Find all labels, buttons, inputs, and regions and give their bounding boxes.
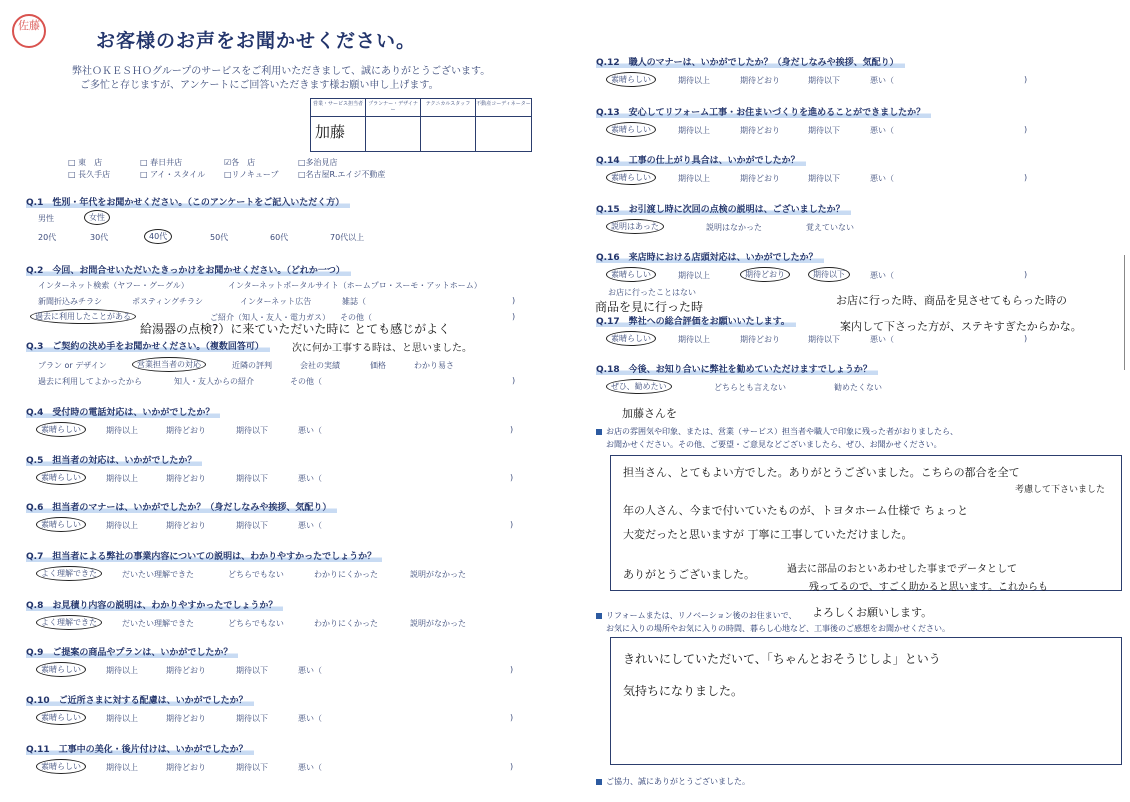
option: ) <box>510 665 514 674</box>
option[interactable]: 知人・友人からの紹介 <box>174 377 254 386</box>
handwritten-note-q16-right-2: 案内して下さった方が、ステキすぎたからかな。 <box>840 320 1082 333</box>
option[interactable]: 悪い（ <box>298 521 322 530</box>
option[interactable]: その他（ <box>290 377 322 386</box>
question-15 <box>596 202 851 215</box>
question-10 <box>26 693 254 706</box>
question-4 <box>26 405 220 418</box>
option[interactable]: 期待以上 <box>678 126 710 135</box>
staff-cell-realestate[interactable] <box>476 99 531 151</box>
option[interactable]: 期待以下 <box>236 426 268 435</box>
staff-cell-sales[interactable] <box>311 99 366 151</box>
handwritten-line: 年の人さん、今まで付いていたものが、トヨタホーム仕様で ちょっと <box>623 504 969 517</box>
option-selected[interactable]: よく理解できた <box>36 566 102 581</box>
margin-line <box>1124 255 1125 370</box>
question-text: Q.4 受付時の電話対応は、いかがでしたか？ <box>26 408 220 418</box>
option[interactable]: 悪い（ <box>298 763 322 772</box>
option[interactable]: 期待以上 <box>678 174 710 183</box>
option: ) <box>510 473 514 482</box>
staff-cell-planner[interactable] <box>366 99 421 151</box>
option[interactable]: 期待以上 <box>106 426 138 435</box>
staff-header: 営業・サービス担当者 <box>311 99 365 117</box>
option: ) <box>512 312 516 321</box>
option[interactable]: 悪い（ <box>298 474 322 483</box>
option[interactable]: プラン or デザイン <box>38 361 107 370</box>
square-bullet-icon <box>596 429 602 435</box>
option[interactable]: 期待以上 <box>106 474 138 483</box>
staff-table <box>310 98 532 152</box>
question-text: Q.12 職人のマナーは、いかがでしたか？（身だしなみや挨拶、気配り） <box>596 58 905 68</box>
question-13 <box>596 105 931 118</box>
option: ) <box>512 296 516 305</box>
option: ) <box>510 713 514 722</box>
option[interactable]: 期待どおり <box>166 426 206 435</box>
question-12 <box>596 55 905 68</box>
question-text: Q.14 工事の仕上がり具合は、いかがでしたか？ <box>596 156 806 166</box>
store-checkbox[interactable]: □多治見店 <box>298 158 338 167</box>
option[interactable]: どちらでもない <box>228 619 284 628</box>
after-prompt-2: お気に入りの場所やお気に入りの時間、暮らし心地など、工事後のご感想をお聞かせください。 <box>606 624 950 633</box>
option: ) <box>510 762 514 771</box>
square-bullet-icon <box>596 779 602 785</box>
question-14 <box>596 153 806 166</box>
option[interactable]: インターネット検索（ヤフー・グーグル） <box>38 281 189 290</box>
option[interactable]: 近隣の評判 <box>232 361 272 370</box>
question-text: Q.18 今後、お知り合いに弊社を勧めていただけますでしょうか？ <box>596 365 878 375</box>
staff-header: テクニカルスタッフ <box>421 99 475 117</box>
question-text: Q.13 安心してリフォーム工事・お住まいづくりを進めることができましたか？ <box>596 108 931 118</box>
option[interactable]: 期待以上 <box>678 271 710 280</box>
option[interactable]: 悪い（ <box>870 174 894 183</box>
option[interactable]: 過去に利用してよかったから <box>38 377 142 386</box>
question-text: Q.1 性別・年代をお聞かせください。（このアンケートをご記入いただく方） <box>26 198 350 208</box>
option[interactable]: 期待どおり <box>740 335 780 344</box>
option: ) <box>510 520 514 529</box>
option[interactable]: 期待以上 <box>106 763 138 772</box>
question-text: Q.17 弊社への総合評価をお願いいたします。 <box>596 317 796 327</box>
question-text: Q.15 お引渡し時に次回の点検の説明は、ございましたか？ <box>596 205 851 215</box>
option[interactable]: 説明はなかった <box>706 223 762 232</box>
option[interactable]: だいたい理解できた <box>122 619 194 628</box>
option[interactable]: 雑誌（ <box>342 297 366 306</box>
handwritten-line: 残ってるので、すごく助かると思います。これからも <box>809 582 1048 593</box>
store-checkbox[interactable]: ☑各 店 <box>224 158 256 167</box>
section-text: リフォームまたは、リノベーション後のお住まいで、 <box>606 611 797 620</box>
page-title: お客様のお声をお聞かせください。 <box>96 30 417 52</box>
option: ) <box>1024 270 1028 279</box>
option[interactable]: 期待どおり <box>166 763 206 772</box>
option[interactable]: 期待どおり <box>740 76 780 85</box>
handwritten-note-q3: 次に何か工事する時は、と思いました。 <box>292 343 472 354</box>
option[interactable]: 価格 <box>370 361 386 370</box>
question-8 <box>26 598 283 611</box>
after-prompt-1 <box>596 610 796 621</box>
option[interactable]: 悪い（ <box>870 126 894 135</box>
option[interactable]: だいたい理解できた <box>122 570 194 579</box>
handwritten-line: 過去に部品のおといあわせした事までデータとして <box>787 564 1017 575</box>
store-checkbox[interactable]: □ アイ・スタイル <box>140 170 206 179</box>
option[interactable]: インターネットポータルサイト（ホームプロ・スーモ・アットホーム） <box>228 281 482 290</box>
option[interactable]: 悪い（ <box>298 666 322 675</box>
option[interactable]: 期待以下 <box>236 666 268 675</box>
option[interactable]: 20代 <box>38 233 57 242</box>
option[interactable]: どちらとも言えない <box>714 383 786 392</box>
option[interactable]: わかり易さ <box>414 361 454 370</box>
option-selected[interactable]: 素晴らしい <box>606 267 656 282</box>
question-text: Q.16 来店時における店頭対応は、いかがでしたか？ <box>596 253 824 263</box>
option: ) <box>1024 334 1028 343</box>
option[interactable]: ご紹介（知人・友人・電力ガス） <box>210 313 330 322</box>
handwritten-line: 考慮して下さいました <box>1015 485 1106 495</box>
impressions-prompt-1 <box>596 426 958 437</box>
option[interactable]: ポスティングチラシ <box>132 297 204 306</box>
option-selected[interactable]: 素晴らしい <box>606 331 656 346</box>
option[interactable]: 悪い（ <box>870 335 894 344</box>
staff-cell-technical[interactable] <box>421 99 476 151</box>
option[interactable]: 期待以下 <box>808 174 840 183</box>
option-selected[interactable]: 女性 <box>84 210 110 225</box>
option[interactable]: その他（ <box>340 313 372 322</box>
seal-stamp: 佐藤 <box>12 14 46 48</box>
option[interactable]: わかりにくかった <box>314 570 378 579</box>
option-selected[interactable]: ぜひ、勧めたい <box>606 379 672 394</box>
handwritten-line: 大変だったと思いますが 丁寧に工事していただけました。 <box>623 528 913 541</box>
option[interactable]: 悪い（ <box>870 76 894 85</box>
option[interactable]: 期待どおり <box>740 174 780 183</box>
intro-line-1: 弊社ＯＫＥＳＨＯグループのサービスをご利用いただきまして、誠にありがとうございます。 <box>72 66 491 77</box>
question-text: Q.7 担当者による弊社の事業内容についての説明は、わかりやすかったでしょうか？ <box>26 552 382 562</box>
handwritten-line: 担当さん、とてもよい方でした。ありがとうございました。こちらの都合を全て <box>623 466 1020 479</box>
option-selected[interactable]: 期待どおり <box>740 267 790 282</box>
option-selected[interactable]: 説明はあった <box>606 219 664 234</box>
option[interactable]: 悪い（ <box>298 426 322 435</box>
question-16 <box>596 250 824 263</box>
option[interactable]: 70代以上 <box>330 233 365 242</box>
question-2 <box>26 263 351 276</box>
question-17 <box>596 314 796 327</box>
impressions-textbox[interactable] <box>610 455 1122 591</box>
option[interactable]: 期待どおり <box>740 126 780 135</box>
option[interactable]: 期待以下 <box>236 763 268 772</box>
question-1 <box>26 195 350 208</box>
store-checkbox[interactable]: □ 長久手店 <box>68 170 111 179</box>
option: ) <box>510 425 514 434</box>
question-text: Q.9 ご提案の商品やプランは、いかがでしたか？ <box>26 648 238 658</box>
option[interactable]: 期待どおり <box>166 666 206 675</box>
option[interactable]: 期待どおり <box>166 714 206 723</box>
question-9 <box>26 645 238 658</box>
option-q16-no-visit[interactable]: お店に行ったことはない <box>608 288 696 297</box>
option-selected[interactable]: 素晴らしい <box>606 170 656 185</box>
option[interactable]: 新聞折込みチラシ <box>38 297 102 306</box>
option-selected[interactable]: 40代 <box>144 229 172 244</box>
option-selected[interactable]: 素晴らしい <box>606 122 656 137</box>
option[interactable]: 期待以下 <box>236 474 268 483</box>
question-text: Q.8 お見積り内容の説明は、わかりやすかったでしょうか？ <box>26 601 283 611</box>
handwritten-line: 気持ちになりました。 <box>623 684 744 698</box>
option-selected[interactable]: 素晴らしい <box>36 470 86 485</box>
handwritten-note-q16-right-1: お店に行った時、商品を見させてもらった時の <box>836 294 1067 307</box>
handwritten-line: きれいにしていただいて、「ちゃんとおそうじしよ」という <box>623 652 941 666</box>
handwritten-note-q18: 加藤さんを <box>622 407 677 420</box>
option[interactable]: 会社の実績 <box>300 361 340 370</box>
option-selected[interactable]: 素晴らしい <box>36 517 86 532</box>
option-selected[interactable]: 素晴らしい <box>606 72 656 87</box>
thanks-line <box>596 776 750 787</box>
section-text: お店の雰囲気や印象、または、営業（サービス）担当者や職人で印象に残った者がおりましたら、 <box>606 427 958 436</box>
option[interactable]: 説明がなかった <box>410 570 466 579</box>
handwritten-line: ありがとうございました。 <box>623 568 755 581</box>
option[interactable]: 期待どおり <box>166 474 206 483</box>
store-checkbox[interactable]: □ 春日井店 <box>140 158 183 167</box>
option[interactable]: わかりにくかった <box>314 619 378 628</box>
option[interactable]: 期待以下 <box>808 76 840 85</box>
option-selected[interactable]: 営業担当者の対応 <box>132 357 206 372</box>
option[interactable]: 悪い（ <box>298 714 322 723</box>
option-selected[interactable]: よく理解できた <box>36 615 102 630</box>
question-text: Q.5 担当者の対応は、いかがでしたか？ <box>26 456 202 466</box>
option[interactable]: 期待以下 <box>808 335 840 344</box>
handwritten-line: よろしくお願いします。 <box>812 606 933 619</box>
option[interactable]: 覚えていない <box>806 223 854 232</box>
option-selected[interactable]: 期待以下 <box>808 267 850 282</box>
option-selected[interactable]: 素晴らしい <box>36 422 86 437</box>
square-bullet-icon <box>596 613 602 619</box>
option[interactable]: どちらでもない <box>228 570 284 579</box>
after-renovation-textbox[interactable] <box>610 637 1122 765</box>
question-text: Q.11 工事中の美化・後片付けは、いかがでしたか？ <box>26 745 254 755</box>
option[interactable]: 期待以上 <box>678 76 710 85</box>
option[interactable]: 50代 <box>210 233 229 242</box>
option[interactable]: 勧めたくない <box>834 383 882 392</box>
question-18 <box>596 362 878 375</box>
question-11 <box>26 742 254 755</box>
handwritten-note-q16-left: 商品を見に行った時 <box>595 300 704 314</box>
option-selected[interactable]: 素晴らしい <box>36 710 86 725</box>
store-checkbox[interactable]: □ 東 店 <box>68 158 103 167</box>
option-selected[interactable]: 過去に利用したことがある <box>30 309 136 324</box>
option-selected[interactable]: 素晴らしい <box>36 759 86 774</box>
question-text: Q.6 担当者のマナーは、いかがでしたか？（身だしなみや挨拶、気配り） <box>26 503 337 513</box>
option[interactable]: 30代 <box>90 233 109 242</box>
option[interactable]: 60代 <box>270 233 289 242</box>
option[interactable]: 期待以上 <box>106 521 138 530</box>
option: ) <box>1024 125 1028 134</box>
option[interactable]: 期待以上 <box>106 714 138 723</box>
question-5 <box>26 453 202 466</box>
staff-header: 不動産コーディネーター <box>476 99 531 117</box>
impressions-prompt-2: お聞かせください。その他、ご要望・ご意見などございましたら、ぜひ、お聞かせください。 <box>606 440 942 449</box>
store-checkbox[interactable]: □名古屋R.エイジ不動産 <box>298 170 386 179</box>
option[interactable]: 期待以上 <box>678 335 710 344</box>
intro-line-2: ご多忙と存じますが、アンケートにご回答いただきます様お願い申し上げます。 <box>80 80 439 91</box>
question-text: Q.3 ご契約の決め手をお聞かせください。（複数回答可） <box>26 342 270 352</box>
option[interactable]: 期待どおり <box>166 521 206 530</box>
option[interactable]: 期待以下 <box>236 521 268 530</box>
question-text: Q.2 今回、お問合せいただいたきっかけをお聞かせください。（どれか一つ） <box>26 266 351 276</box>
staff-header: プランナー・デザイナー <box>366 99 420 117</box>
question-6 <box>26 500 337 513</box>
option: ) <box>512 376 516 385</box>
option-selected[interactable]: 素晴らしい <box>36 662 86 677</box>
option[interactable]: 期待以下 <box>236 714 268 723</box>
question-3 <box>26 339 270 352</box>
handwritten-note-q2: 給湯器の点検?）に来ていただいた時に とても感じがよく <box>140 322 451 336</box>
option[interactable]: 悪い（ <box>870 271 894 280</box>
option[interactable]: 男性 <box>38 214 54 223</box>
option: ) <box>1024 173 1028 182</box>
store-checkbox[interactable]: □リノキューブ <box>224 170 279 179</box>
question-text: Q.10 ご近所さまに対する配慮は、いかがでしたか？ <box>26 696 254 706</box>
question-7 <box>26 549 382 562</box>
handwritten-staff-name: 加藤 <box>315 123 346 141</box>
option[interactable]: 期待以下 <box>808 126 840 135</box>
section-text: ご協力、誠にありがとうございました。 <box>606 777 750 786</box>
option[interactable]: インターネット広告 <box>240 297 312 306</box>
option[interactable]: 期待以上 <box>106 666 138 675</box>
option[interactable]: 説明がなかった <box>410 619 466 628</box>
option: ) <box>1024 75 1028 84</box>
